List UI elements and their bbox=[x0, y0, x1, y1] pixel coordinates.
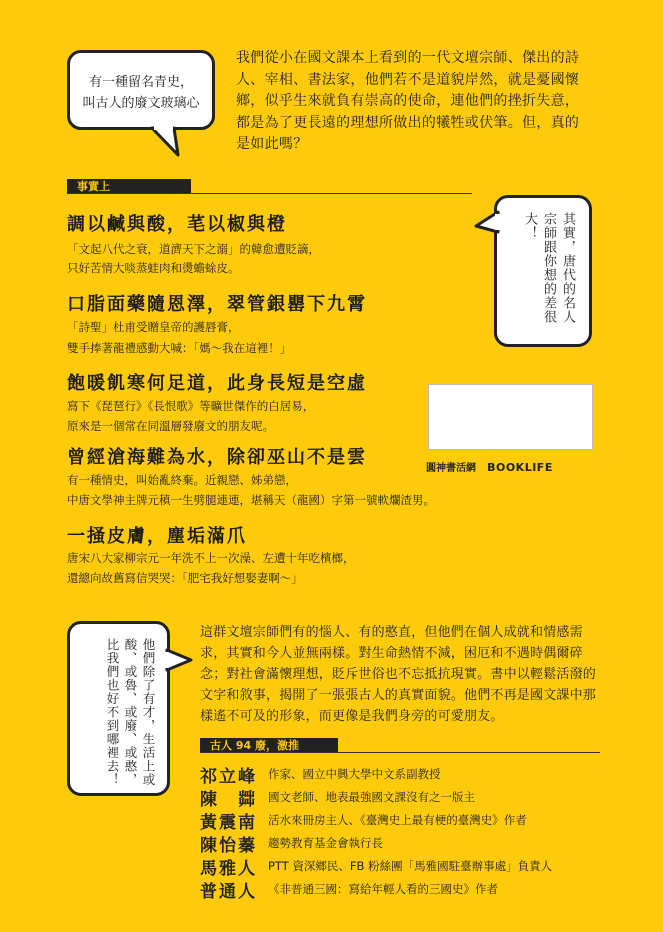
recommender-4-desc: 趨勢教育基金會執行長 bbox=[268, 836, 383, 850]
booklife-logo-en: BOOKLIFE bbox=[487, 461, 553, 474]
recommender-1-desc: 作家、國立中興大學中文系副教授 bbox=[268, 767, 441, 781]
item-3-desc-1: 寫下《琵琶行》《長恨歌》等曠世傑作的白居易， bbox=[67, 399, 315, 413]
item-5-title: 一掻皮膚，塵垢滿爪 bbox=[67, 526, 247, 547]
speech-bubble-side-tail bbox=[474, 210, 500, 240]
booklife-logo-cn: 圓神書活網 bbox=[426, 463, 476, 474]
item-2-desc-1: 「詩聖」杜甫受贈皇帝的護唇膏， bbox=[67, 320, 240, 334]
item-4-title: 曾經滄海難為水，除卻巫山不是雲 bbox=[67, 447, 367, 468]
recommender-1-name: 祁立峰 bbox=[200, 767, 257, 787]
recommender-2-desc: 國文老師、地表最強國文課沒有之一版主 bbox=[268, 790, 475, 804]
bubble-line-2: 叫古人的廢文玻璃心 bbox=[82, 96, 200, 111]
speech-bubble-left-tail bbox=[165, 648, 193, 678]
item-1-desc-2: 只好苦情大啖蒸蛙肉和燙蟾蜍皮。 bbox=[67, 261, 240, 275]
recommender-6-name: 普通人 bbox=[200, 882, 257, 902]
item-2-desc-2: 雙手捧著龍禮感動大喊：「媽～我在這裡！」 bbox=[67, 341, 292, 355]
recommender-2-name: 陳 茻 bbox=[200, 790, 257, 810]
booklife-logo bbox=[426, 456, 553, 475]
section-label-recommenders: 古人 94 廢，激推 bbox=[200, 738, 338, 753]
item-1-title: 調以鹹與酸，芼以椒與橙 bbox=[67, 214, 287, 235]
item-5-desc-2: 還總向故舊寫信哭哭：「肥宅我好想娶妻啊～」 bbox=[67, 571, 303, 585]
recommender-6-desc: 《非普通三國：寫給年輕人看的三國史》作者 bbox=[268, 882, 498, 896]
intro-paragraph: 我們從小在國文課本上看到的一代文壇宗師、傑出的詩人、宰相、書法家，他們若不是道貌岸然，就是憂國懷鄉，似乎生來就負有崇高的使命，連他們的挫折失意，都是為了更長遠的理想所做出的犧牲或伏筆。但，真的是如此嗎？ bbox=[236, 50, 580, 152]
item-4-desc-1: 有一種情史，叫始亂終棄。近親戀、姊弟戀， bbox=[67, 473, 297, 487]
recommender-3-desc: 活水來冊房主人、《臺灣史上最有梗的臺灣史》作者 bbox=[268, 813, 527, 827]
bubble-line-1: 有一種留名青史， bbox=[88, 75, 193, 90]
image-placeholder-box bbox=[428, 384, 593, 450]
item-3-desc-2: 原來是一個常在同溫層發廢文的朋友呢。 bbox=[67, 419, 274, 433]
item-2-title: 口脂面藥隨恩澤，翠管銀罌下九霄 bbox=[67, 294, 367, 315]
recommender-5-name: 馬雅人 bbox=[200, 859, 257, 879]
item-1-desc-1: 「文起八代之衰，道濟天下之溺」的韓愈遭貶謫， bbox=[67, 242, 320, 256]
item-3-title: 飽暖飢寒何足道，此身長短是空虛 bbox=[67, 373, 367, 394]
section-label-facts: 事實上 bbox=[67, 179, 191, 194]
item-4-desc-2: 中唐文學神主牌元稹一生劈腿連連，堪稱天（龍國）字第一號軟爛渣男。 bbox=[67, 493, 435, 507]
section-rule-recommenders bbox=[200, 752, 600, 753]
speech-bubble-left bbox=[67, 621, 170, 796]
speech-bubble-side-text: 其實，唐代的名人宗師跟你想的差很大！ bbox=[522, 212, 575, 324]
speech-bubble-top bbox=[67, 50, 215, 130]
item-5-desc-1: 唐宋八大家柳宗元一年洗不上一次澡、左遭十年吃檳榔， bbox=[67, 551, 355, 565]
recommender-5-desc: PTT 資深鄉民、FB 粉絲團「馬雅國駐臺辦事處」負責人 bbox=[268, 859, 553, 873]
section-rule-facts bbox=[67, 193, 472, 194]
speech-bubble-side bbox=[494, 195, 592, 347]
recommender-3-name: 黃震南 bbox=[200, 813, 257, 833]
speech-bubble-top-tail bbox=[150, 125, 190, 157]
speech-bubble-top-text bbox=[70, 72, 212, 114]
speech-bubble-left-text: 他們除了有才，生活上或酸、或魯、或廢、或憨，比我們也好不到哪裡去！ bbox=[105, 638, 156, 787]
recommender-4-name: 陳怡蓁 bbox=[200, 836, 257, 856]
summary-paragraph: 這群文壇宗師們有的惱人、有的憨直，但他們在個人成就和情感需求，其實和今人並無兩樣。對生命熱情不減，困厄和不遇時偶爾碎念；對社會滿懷理想，貶斥世俗也不忘抵抗現實。書中以輕鬆活潑的文字和敘事，揭開了一張張古人的真實面貌。他們不再是國文課中那樣遙不可及的形象，而更像是我們身旁的可愛朋友。 bbox=[200, 625, 597, 724]
